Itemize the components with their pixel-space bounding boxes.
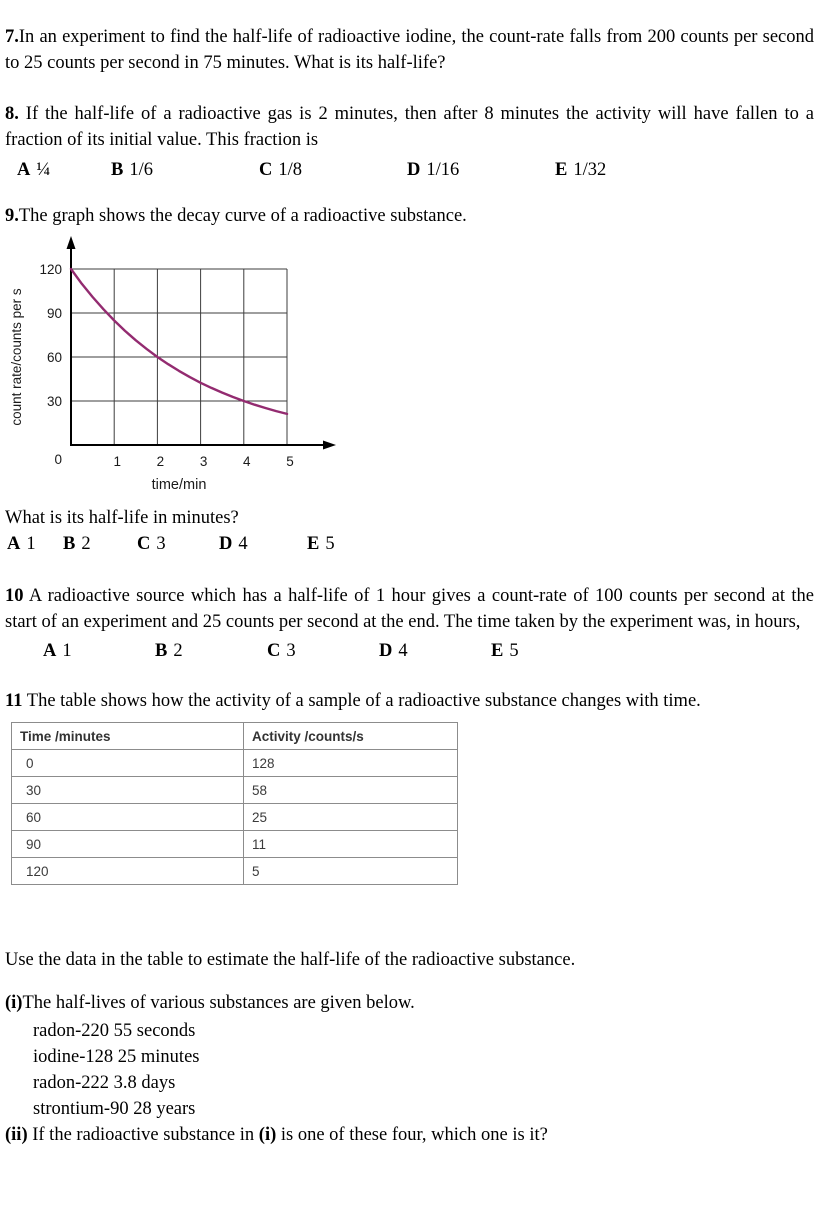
option-b — [63, 534, 137, 555]
list-item: iodine-128 25 minutes — [33, 1046, 200, 1067]
option-letter: A — [17, 160, 31, 181]
estimate-instruction: Use the data in the table to estimate the half-life of the radioactive substance. — [5, 950, 576, 971]
table-cell: 0 — [12, 750, 244, 777]
option-d — [379, 641, 491, 662]
table-cell: 11 — [244, 831, 458, 858]
question-number: 7. — [5, 27, 19, 47]
table-row — [12, 777, 458, 804]
decay-graph — [7, 233, 814, 503]
option-letter: B — [155, 641, 168, 662]
question-9 — [5, 203, 814, 229]
option-e — [555, 160, 703, 181]
svg-text:90: 90 — [46, 306, 62, 322]
q10-options — [43, 641, 814, 662]
option-value: 5 — [509, 641, 519, 662]
option-a — [7, 534, 63, 555]
option-letter: D — [219, 533, 233, 554]
table-cell: 25 — [244, 804, 458, 831]
svg-text:120: 120 — [39, 262, 62, 278]
option-c — [259, 160, 407, 181]
svg-text:3: 3 — [199, 454, 208, 470]
part-ii-text: If the radioactive substance in — [27, 1124, 259, 1145]
question-number: 8. — [5, 103, 19, 124]
question-8 — [5, 101, 814, 154]
option-letter: C — [137, 533, 151, 554]
part-i-label: (i) — [5, 992, 23, 1013]
option-letter: E — [491, 641, 504, 662]
table-cell: 58 — [244, 777, 458, 804]
option-letter: C — [259, 160, 273, 181]
option-letter: E — [555, 160, 568, 181]
question-text: A radioactive source which has a half-life of 1 hour gives a count-rate of 100 counts per second at the start of an experiment and 25 counts per second at the end. The time taken by the experiment was, in hours, — [5, 585, 814, 632]
part-i-text: The half-lives of various substances are given below. — [22, 992, 415, 1013]
option-c — [137, 534, 219, 555]
option-value: 1 — [26, 533, 36, 554]
part-ii — [5, 1122, 814, 1148]
option-letter: B — [63, 533, 76, 554]
option-letter: C — [267, 641, 281, 662]
question-number: 9. — [5, 206, 19, 227]
table-row — [12, 750, 458, 777]
svg-text:count rate/counts per s: count rate/counts per s — [9, 288, 24, 426]
option-value: 5 — [325, 533, 335, 554]
option-b — [111, 160, 259, 181]
activity-table-body — [12, 750, 458, 885]
option-letter: A — [43, 641, 57, 662]
question-7 — [5, 24, 814, 77]
activity-table — [11, 722, 458, 885]
table-header-time: Time /minutes — [12, 723, 244, 750]
option-letter: B — [111, 160, 124, 181]
part-i-reference: (i) — [258, 1124, 277, 1145]
table-cell: 30 — [12, 777, 244, 804]
table-row — [12, 858, 458, 885]
list-item: radon-220 55 seconds — [33, 1020, 196, 1041]
table-cell: 128 — [244, 750, 458, 777]
option-letter: A — [7, 533, 21, 554]
option-a — [17, 160, 111, 181]
option-value: 1/32 — [573, 160, 607, 181]
option-e — [491, 641, 603, 662]
q9-subquestion: What is its half-life in minutes? — [5, 508, 239, 529]
option-letter: E — [307, 533, 320, 554]
question-text: The graph shows the decay curve of a radioactive substance. — [18, 206, 467, 227]
half-life-list — [33, 1018, 814, 1122]
svg-text:30: 30 — [46, 394, 62, 410]
option-a — [43, 641, 155, 662]
table-header-activity: Activity /counts/s — [244, 723, 458, 750]
option-value: 3 — [156, 533, 166, 554]
option-d — [219, 534, 307, 555]
list-item: strontium-90 28 years — [33, 1098, 196, 1119]
option-letter: D — [379, 641, 393, 662]
option-c — [267, 641, 379, 662]
svg-text:0: 0 — [54, 452, 62, 468]
option-value: 2 — [173, 641, 183, 662]
option-value: 2 — [81, 533, 91, 554]
question-number: 10 — [5, 585, 24, 606]
option-value: 1/16 — [426, 160, 460, 181]
svg-text:60: 60 — [46, 350, 62, 366]
svg-text:1: 1 — [113, 454, 121, 470]
option-e — [307, 534, 335, 555]
svg-text:2: 2 — [156, 454, 165, 470]
table-cell: 120 — [12, 858, 244, 885]
question-10 — [5, 583, 814, 636]
question-text: The table shows how the activity of a sample of a radioactive substance changes with time. — [22, 691, 701, 712]
decay-chart-svg — [7, 233, 347, 497]
table-cell: 5 — [244, 858, 458, 885]
list-item: radon-222 3.8 days — [33, 1072, 176, 1093]
option-value: 4 — [238, 533, 248, 554]
option-value: ¼ — [36, 160, 51, 181]
table-row — [12, 804, 458, 831]
question-number: 11 — [5, 691, 23, 712]
part-i — [5, 990, 814, 1016]
q8-options — [17, 160, 814, 181]
svg-text:time/min: time/min — [151, 477, 207, 494]
question-text: If the half-life of a radioactive gas is 2 minutes, then after 8 minutes the activity will have fallen to a fraction of its initial value. This fraction is — [5, 103, 814, 150]
question-text: In an experiment to find the half-life of radioactive iodine, the count-rate falls from 200 counts per second to 25 counts per second in 75 minutes. What is its half-life? — [5, 27, 814, 74]
option-value: 1 — [62, 641, 72, 662]
table-cell: 60 — [12, 804, 244, 831]
q9-options — [7, 534, 814, 555]
part-ii-text: is one of these four, which one is it? — [276, 1124, 548, 1145]
option-value: 3 — [286, 641, 296, 662]
table-cell: 90 — [12, 831, 244, 858]
table-row — [12, 831, 458, 858]
option-value: 4 — [398, 641, 408, 662]
option-b — [155, 641, 267, 662]
table-header-row — [12, 723, 458, 750]
svg-text:4: 4 — [243, 454, 251, 470]
svg-text:5: 5 — [286, 454, 294, 470]
question-11 — [5, 688, 814, 714]
option-value: 1/8 — [278, 160, 303, 181]
option-letter: D — [407, 160, 421, 181]
part-ii-label: (ii) — [5, 1124, 28, 1145]
option-value: 1/6 — [129, 160, 153, 181]
option-d — [407, 160, 555, 181]
